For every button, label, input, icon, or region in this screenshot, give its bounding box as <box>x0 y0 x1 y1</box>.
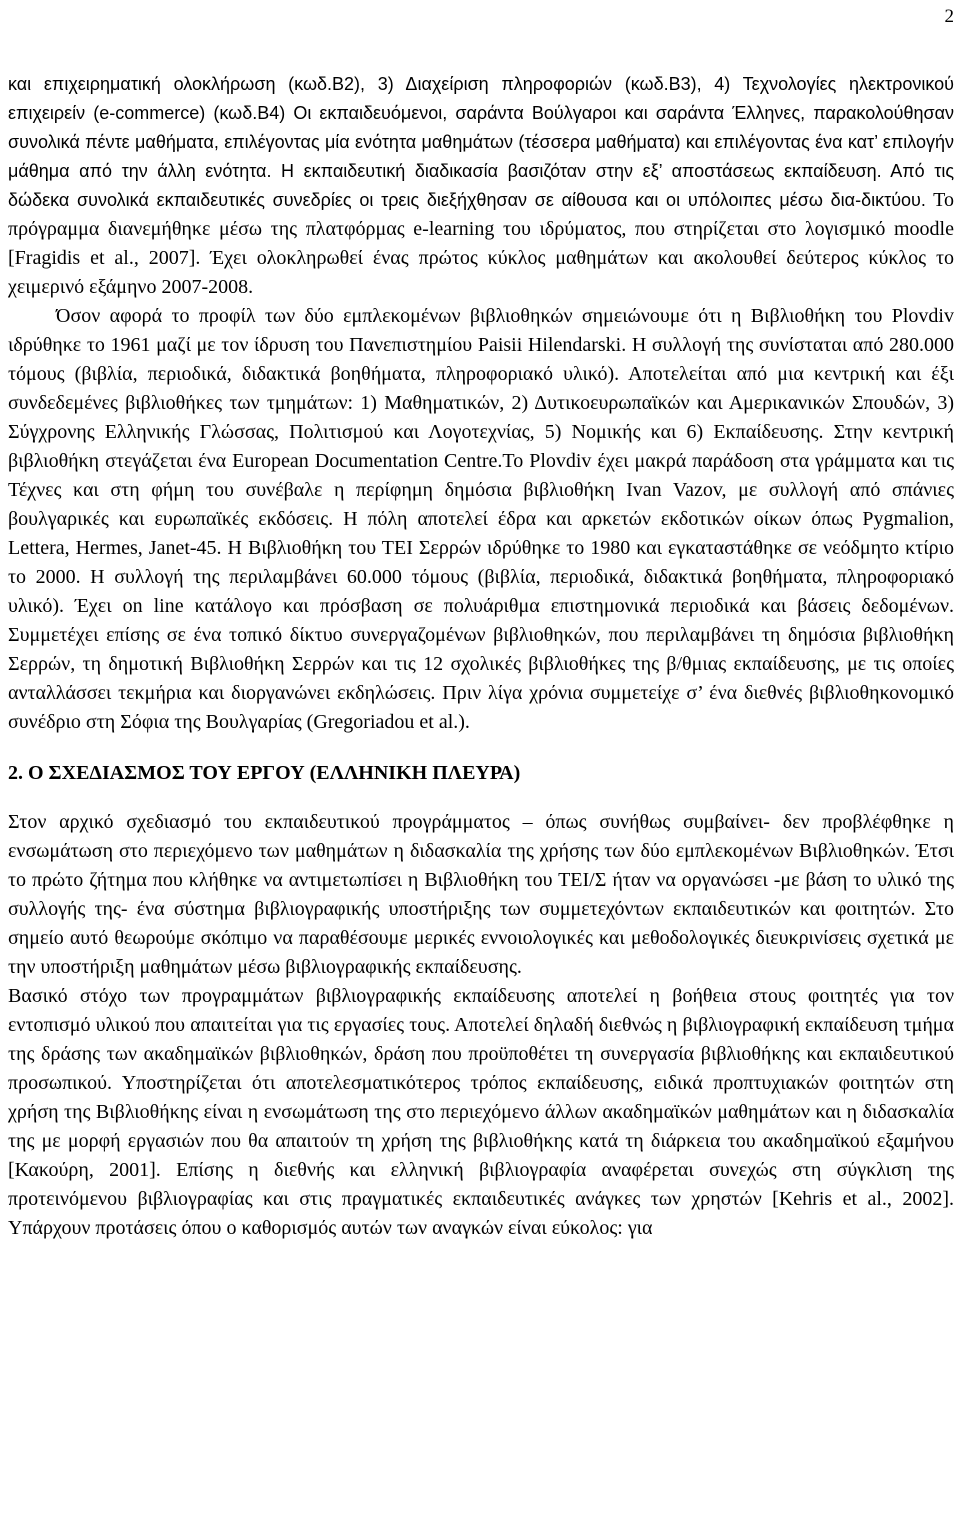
paragraph-libraries-profile: Όσον αφορά το προφίλ των δύο εμπλεκομένων βιβλιοθηκών σημειώνουμε ότι η Βιβλιοθήκη του Plovdiv ιδρύθηκε το 1961 μαζί με τον ίδρυση του Πανεπιστημίου Paisii Hilendarski. Η συλλογή της συνίσταται από 280.000 τόμους (βιβλία, περιοδικά, διδακτικά βοηθήματα, πληροφοριακό υλικό). Αποτελείται από μια κεντρική και έξι συνδεδεμένες βιβλιοθήκες των τμημάτων: 1) Μαθηματικών, 2) Δυτικοευρωπαϊκών και Αμερικανικών Σπουδών, 3) Σύγχρονης Ελληνικής Γλώσσας, Πολιτισμού και Λογοτεχνίας, 5) Νομικής και 6) Εκπαίδευσης. Στην κεντρική βιβλιοθήκη στεγάζεται ένα European Documentation Centre.Το Plovdiv έχει μακρά παράδοση στα γράμματα και τις Τέχνες και στη φήμη του συνέβαλε η περίφημη δημόσια βιβλιοθήκη Ivan Vazov, με συλλογή από σπάνιες βουλγαρικές και ευρωπαϊκές εκδόσεις. Η πόλη αποτελεί έδρα και αρκετών εκδοτικών οίκων όπως Pygmalion, Lettera, Hermes, Janet-45. Η Βιβλιοθήκη του ΤΕΙ Σερρών ιδρύθηκε το 1980 και εγκαταστάθηκε σε νεόδμητο κτίριο το 2000. Η συλλογή της περιλαμβάνει 60.000 τόμους (βιβλία, περιοδικά, διδακτικά βοηθήματα, πληροφοριακό υλικό). Έχει on line κατάλογο και πρόσβαση σε πολυάριθμα επιστημονικά περιοδικά και βάσεις δεδομένων. Συμμετέχει επίσης σε ένα τοπικό δίκτυο συνεργαζομένων βιβλιοθηκών, που περιλαμβάνει τη δημόσια βιβλιοθήκη Σερρών, τη δημοτική Βιβλιοθήκη Σερρών και τις 12 σχολικές βιβλιοθήκες της β/θμιας εκπαίδευσης, με τις οποίες ανταλλάσσει τεκμήρια και διοργανώνει εκδηλώσεις. Πριν λίγα χρόνια συμμετείχε σ’ ένα διεθνές βιβλιοθηκονομικό συνέδριο στη Σόφια της Βουλγαρίας (Gregoriadou et al.). <box>8 305 954 733</box>
page-number: 2 <box>944 6 954 27</box>
document-body <box>8 70 954 1243</box>
paragraph-text-sans: και επιχειρηματική ολοκλήρωση (κωδ.Β2), 3) Διαχείριση πληροφοριών (κωδ.Β3), 4) Τεχνολογίες ηλεκτρονικού επιχειρείν (e-commerce) (κωδ.Β4) Οι εκπαιδευόμενοι, σαράντα Βούλγαροι και σαράντα Έλληνες, παρακολούθησαν συνολικά πέντε μαθήματα, επιλέγοντας μία ενότητα μαθημάτων (τέσσερα μαθήματα) και επιλέγοντας ένα κατ’ επιλογήν μάθημα από την άλλη ενότητα. Η εκπαιδευτική διαδικασία βασιζόταν στην εξ’ αποστάσεως εκπαίδευση. Από τις δώδεκα συνολικά εκπαιδευτικές συνεδρίες οι τρεις διεξήχθησαν σε αίθουσα και οι υπόλοιπες μέσω δια-δικτύου. <box>8 74 954 210</box>
paragraph-text-serif: Το πρόγραμμα διανεμήθηκε μέσω της πλατφόρμας e-learning του ιδρύματος, που στηρίζεται στο λογισμικό moodle [Fragidis et al., 2007]. Έχει ολοκληρωθεί ένας πρώτος κύκλος μαθημάτων και ακολουθεί δεύτερος κύκλος το χειμερινό εξάμηνο 2007-2008. <box>8 189 954 298</box>
paragraph-program-description <box>8 70 954 302</box>
paragraph-bibliographic-instruction: Βασικό στόχο των προγραμμάτων βιβλιογραφικής εκπαίδευσης αποτελεί η βοήθεια στους φοιτητές για τον εντοπισμό υλικού που απαιτείται για τις εργασίες τους. Αποτελεί δηλαδή διεθνώς η βιβλιογραφική εκπαίδευση τμήμα της δράσης των ακαδημαϊκών βιβλιοθηκών, δράση που προϋποθέτει τη συνεργασία βιβλιοθήκης και εκπαιδευτικού προσωπικού. Υποστηρίζεται ότι αποτελεσματικότερος τρόπος εκπαίδευσης, ειδικά προπτυχιακών φοιτητών στη χρήση της Βιβλιοθήκης είναι η ενσωμάτωση της στο περιεχόμενο άλλων ακαδημαϊκών μαθημάτων και η διδασκαλία της με μορφή εργασιών που θα απαιτούν τη χρήση της βιβλιοθήκης κατά τη διάρκεια του ακαδημαϊκού εξαμήνου [Κακούρη, 2001]. Επίσης η διεθνής και ελληνική βιβλιογραφία αναφέρεται συνεχώς στη σύγκλιση της προτεινόμενου βιβλιογραφίας και στις πραγματικές εκπαιδευτικές ανάγκες των χρηστών [Kehris et al., 2002]. Υπάρχουν προτάσεις όπου ο καθορισμός αυτών των αναγκών είναι εύκολος: για <box>8 985 954 1239</box>
section-heading: 2. Ο ΣΧΕΔΙΑΣΜΟΣ ΤΟΥ ΕΡΓΟΥ (ΕΛΛΗΝΙΚΗ ΠΛΕΥΡΑ) <box>8 762 521 784</box>
paragraph-initial-design: Στον αρχικό σχεδιασμό του εκπαιδευτικού προγράμματος – όπως συνήθως συμβαίνει- δεν προβλέφθηκε η ενσωμάτωση στο περιεχόμενο των μαθημάτων η διδασκαλία της χρήσης των δύο εμπλεκομένων Βιβλιοθηκών. Έτσι το πρώτο ζήτημα που κλήθηκε να αντιμετωπίσει η Βιβλιοθήκη του ΤΕΙ/Σ ήταν να οργανώσει -με βάση το υλικό της συλλογής της- ένα σύστημα βιβλιογραφικής υποστήριξης των συμμετεχόντων εκπαιδευτικών και φοιτητών. Στο σημείο αυτό θεωρούμε σκόπιμο να παραθέσουμε μερικές εννοιολογικές και μεθοδολογικές διευκρινίσεις σχετικά με την υποστήριξη μαθημάτων μέσω βιβλιογραφικής εκπαίδευσης. <box>8 811 954 978</box>
